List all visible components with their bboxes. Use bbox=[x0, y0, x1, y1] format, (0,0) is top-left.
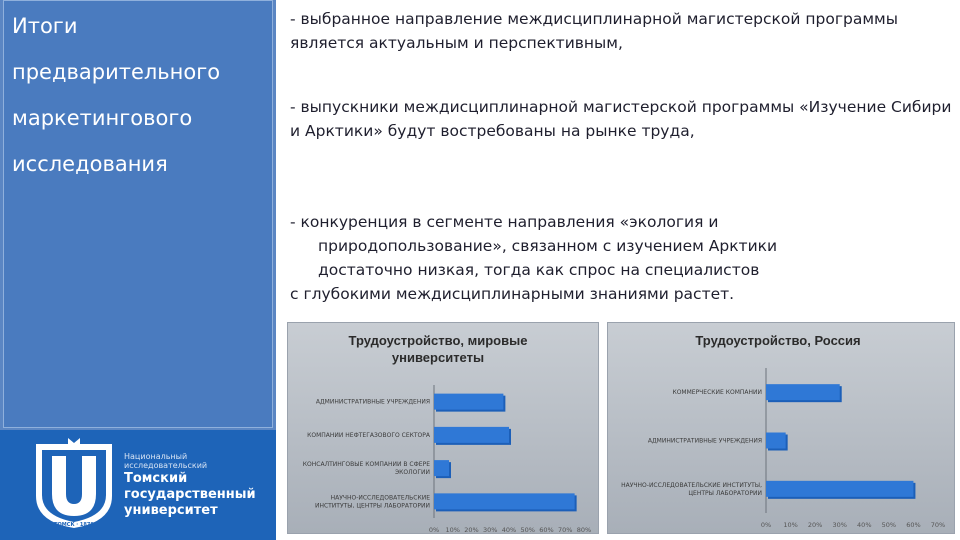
chart-x-tick-label: 40% bbox=[857, 521, 872, 529]
chart-world-universities-svg bbox=[288, 323, 598, 533]
bullet-graduates-demand: - выпускники междисциплинарной магистерской программы «Изучение Сибири и Арктики» будут востребованы на рынке труда, bbox=[290, 98, 952, 140]
chart-x-tick-label: 0% bbox=[428, 526, 440, 533]
logo-name-line: Томский bbox=[124, 471, 188, 486]
chart-category-label: КОММЕРЧЕСКИЕ КОМПАНИИ bbox=[672, 389, 762, 397]
chart-x-tick-label: 80% bbox=[576, 526, 592, 533]
chart-category-label: НАУЧНО-ИССЛЕДОВАТЕЛЬСКИЕ ИНСТИТУТЫ, bbox=[621, 481, 762, 489]
chart-category-label: НАУЧНО-ИССЛЕДОВАТЕЛЬСКИЕ bbox=[330, 494, 430, 502]
slide-title-line: Итоги bbox=[12, 14, 78, 38]
chart-title: Трудоустройство, Россия bbox=[695, 333, 861, 348]
chart-x-tick-label: 30% bbox=[483, 526, 498, 533]
chart-x-tick-label: 70% bbox=[930, 521, 946, 529]
chart-x-tick-label: 20% bbox=[807, 521, 823, 529]
chart-x-tick-label: 60% bbox=[906, 521, 921, 529]
chart-x-tick-label: 20% bbox=[464, 526, 479, 533]
chart-title: университеты bbox=[391, 350, 485, 365]
logo-name-line: государственный bbox=[124, 487, 256, 502]
chart-bar bbox=[766, 433, 786, 449]
left-sidebar bbox=[0, 0, 276, 540]
chart-russia-svg bbox=[608, 323, 954, 533]
chart-x-tick-label: 10% bbox=[783, 521, 798, 529]
university-emblem-icon bbox=[34, 438, 114, 530]
chart-x-tick-label: 40% bbox=[501, 526, 517, 533]
chart-category-label: ЦЕНТРЫ ЛАБОРАТОРИИ bbox=[688, 489, 762, 497]
chart-bar bbox=[434, 394, 503, 410]
chart-x-tick-label: 0% bbox=[760, 521, 772, 529]
slide-title-line: предварительного bbox=[12, 60, 221, 84]
logo-subtitle-line: Национальный bbox=[124, 452, 188, 461]
chart-bar bbox=[434, 427, 509, 443]
chart-russia bbox=[607, 322, 955, 534]
logo-subtitle bbox=[124, 452, 207, 470]
chart-bar bbox=[434, 460, 449, 476]
chart-world-universities bbox=[287, 322, 599, 534]
chart-bar bbox=[766, 384, 840, 400]
chart-category-label: КОМПАНИИ НЕФТЕГАЗОВОГО СЕКТОРА bbox=[307, 431, 430, 439]
slide-title bbox=[12, 3, 220, 187]
bullet-competition-line: с глубокими междисциплинарными знаниями растет. bbox=[290, 285, 735, 303]
logo-subtitle-line: исследовательский bbox=[124, 461, 208, 470]
bullet-competition bbox=[290, 210, 952, 306]
title-panel bbox=[3, 0, 273, 428]
chart-category-label: АДМИНИСТРАТИВНЫЕ УЧРЕЖДЕНИЯ bbox=[647, 437, 762, 445]
chart-category-label: ЭКОЛОГИИ bbox=[394, 469, 430, 477]
chart-category-label: ИНСТИТУТЫ, ЦЕНТРЫ ЛАБОРАТОРИИ bbox=[314, 502, 430, 510]
chart-bar bbox=[434, 493, 575, 509]
bullet-competition-line: природопользование», связанном с изучением Арктики bbox=[318, 237, 778, 255]
bullet-competition-line: - конкуренция в сегменте направления «экология и bbox=[290, 213, 719, 231]
slide-title-line: маркетингового bbox=[12, 106, 193, 130]
chart-category-label: АДМИНИСТРАТИВНЫЕ УЧРЕЖДЕНИЯ bbox=[315, 398, 430, 406]
chart-x-tick-label: 50% bbox=[881, 521, 897, 529]
emblem-text: ТОМСК · 1878 bbox=[54, 522, 94, 528]
logo-name-line: университет bbox=[124, 503, 218, 518]
chart-title: Трудоустройство, мировые bbox=[348, 333, 528, 348]
chart-x-tick-label: 70% bbox=[558, 526, 573, 533]
chart-bar bbox=[766, 481, 913, 497]
bullet-relevance: - выбранное направление междисциплинарной магистерской программы является актуальным и перспективным, bbox=[290, 10, 898, 52]
bullet-competition-line: достаточно низкая, тогда как спрос на специалистов bbox=[318, 261, 760, 279]
chart-x-tick-label: 10% bbox=[445, 526, 460, 533]
chart-category-label: КОНСАЛТИНГОВЫЕ КОМПАНИИ В СФЕРЕ bbox=[302, 461, 430, 469]
chart-x-tick-label: 30% bbox=[832, 521, 847, 529]
slide-title-line: исследования bbox=[12, 152, 168, 176]
chart-x-tick-label: 50% bbox=[520, 526, 535, 533]
logo-university-name bbox=[124, 471, 256, 519]
chart-x-tick-label: 60% bbox=[539, 526, 554, 533]
